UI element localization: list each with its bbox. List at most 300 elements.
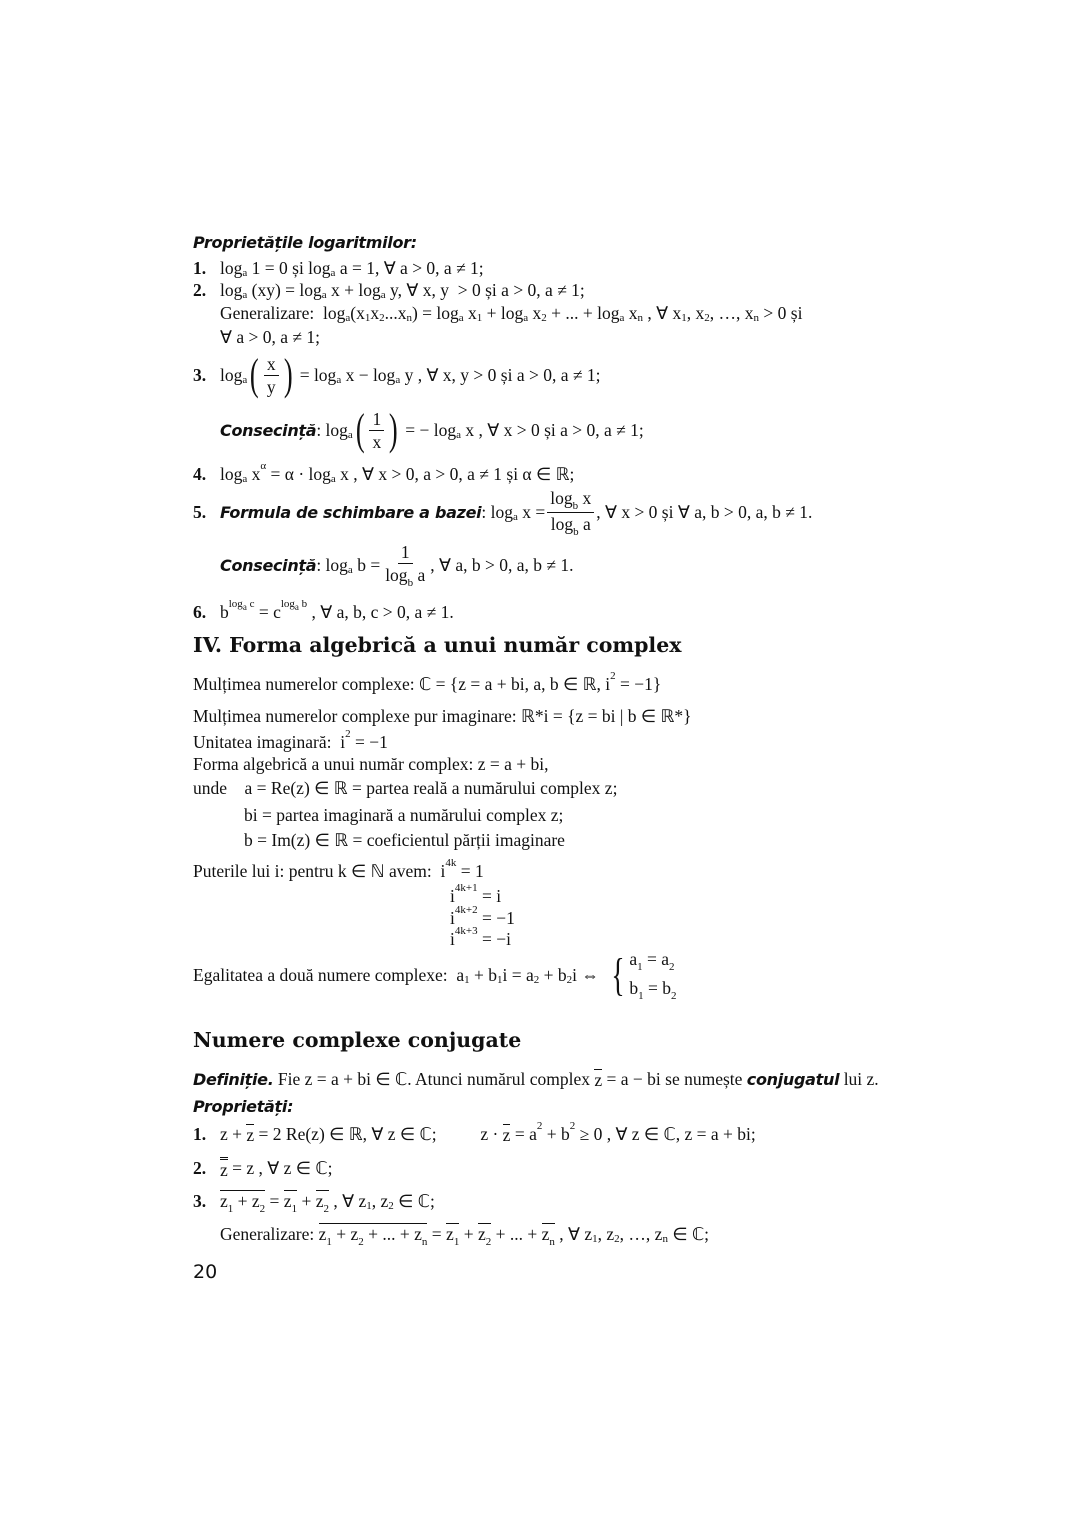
left-paren: ( [250, 350, 259, 399]
math-text: n [662, 1233, 668, 1245]
math-text: 2 [614, 1233, 620, 1245]
imaginary-coefficient [244, 827, 565, 853]
math-text: + z [331, 1223, 359, 1244]
math-text: , …, z [619, 1223, 663, 1244]
math-text: log [220, 463, 243, 484]
math-text: x [370, 302, 380, 323]
superscript [281, 598, 307, 610]
subscript [395, 374, 400, 386]
conjugate-overline [220, 1190, 265, 1213]
math-text: 4k [445, 857, 457, 869]
subscript [464, 974, 470, 986]
math-text: , ∀ z [328, 1190, 367, 1211]
system-row [629, 975, 676, 1004]
math-text: = 1 [456, 860, 484, 881]
math-text: 1 [364, 312, 371, 324]
math-text: , ∀ x > 0 și ∀ a, b > 0, a, b ≠ 1. [596, 501, 813, 522]
conjugate-overline [594, 1069, 602, 1089]
subsection-title-log-properties [193, 229, 417, 255]
emphasis-label: Consecință [220, 420, 317, 440]
parenthesized-fraction [247, 350, 295, 400]
math-text: 1 = 0 și log [247, 257, 331, 278]
superscript [570, 1120, 576, 1132]
math-text: + ... + [491, 1223, 542, 1244]
subscript [366, 1200, 372, 1212]
math-text: log [550, 487, 573, 508]
emphasis-label: Definiție. [193, 1069, 274, 1089]
math-text: + [297, 1190, 316, 1211]
equality-complex [193, 949, 677, 1002]
conjugate-property-1 [193, 1121, 756, 1147]
log-consequence-2 [220, 542, 574, 589]
math-text: α [260, 460, 267, 472]
math-text: log [280, 598, 295, 610]
right-paren: ) [389, 405, 398, 454]
system-row [629, 946, 676, 975]
subscript [326, 1236, 332, 1248]
emphasis-label: conjugatul [746, 1069, 840, 1089]
math-text: , x [686, 302, 705, 323]
conjugate-overline [284, 1190, 297, 1213]
math-text: = c [254, 601, 281, 622]
math-text: : log [316, 419, 348, 440]
item-number: 2. [193, 279, 207, 300]
math-text: Unitatea imaginară: i [193, 731, 346, 752]
math-text: b [220, 601, 229, 622]
subscript [345, 312, 350, 324]
math-text: n [421, 1235, 428, 1248]
math-text: a [345, 312, 351, 324]
math-text: 1 [291, 1202, 298, 1215]
subscript [242, 374, 247, 386]
math-text: n [637, 312, 644, 324]
math-text: a [395, 374, 401, 386]
math-text: 2 [704, 312, 710, 324]
math-text: = z , ∀ z ∈ ℂ; [227, 1157, 333, 1178]
emphasis-label: Consecință [220, 555, 317, 575]
math-text: a [294, 602, 299, 612]
math-text: 2 [379, 312, 385, 324]
math-text: + [459, 1223, 478, 1244]
math-text: ) = log [411, 302, 459, 323]
math-text: = [265, 1190, 284, 1211]
subscript [513, 511, 518, 523]
math-text: = a − bi se numește [602, 1068, 747, 1089]
math-text: lui z. [839, 1068, 879, 1089]
math-text: 1 [326, 1235, 332, 1248]
subscript [477, 312, 483, 324]
math-text: z [446, 1223, 454, 1244]
math-text: 1 [400, 542, 410, 562]
math-text: b [407, 577, 414, 589]
conjugate-overline [319, 1223, 428, 1246]
math-text: a [321, 289, 327, 301]
subscript [422, 1236, 428, 1248]
numerator [547, 488, 594, 513]
subscript [541, 312, 547, 324]
math-text: 1 [681, 312, 687, 324]
math-text: = a [642, 949, 670, 969]
subscript [408, 577, 414, 589]
math-text: = b [643, 978, 671, 998]
math-text: x [266, 353, 276, 374]
math-text: x [624, 302, 638, 323]
math-text: 2 [358, 1235, 364, 1248]
math-text: log [220, 257, 243, 278]
math-text: a [242, 289, 248, 301]
math-text: + z [233, 1190, 260, 1211]
fraction [264, 354, 279, 397]
math-text: 2 [669, 961, 675, 973]
item-number: 1. [193, 1123, 207, 1144]
superscript [610, 670, 616, 682]
section-heading-algebraic-form: IV. Forma algebrică a unui număr complex [193, 633, 682, 657]
math-text: a [458, 312, 464, 324]
conjugate-property-3 [193, 1188, 435, 1214]
superscript [345, 728, 351, 740]
subscript [638, 312, 644, 324]
subscript [243, 602, 247, 612]
item-number: 4. [193, 463, 207, 484]
math-text: a [619, 312, 625, 324]
math-text: log [220, 279, 243, 300]
fraction [382, 542, 428, 588]
left-paren: ( [355, 405, 365, 454]
subsection-title-conjugate-properties [193, 1093, 293, 1119]
math-text: > 0 și [759, 302, 803, 323]
math-text: bi = partea imaginară a numărului complex z; [244, 804, 564, 825]
math-text: x [463, 302, 477, 323]
math-text: = i [477, 885, 502, 906]
math-text: i = a [502, 964, 534, 985]
subscript [454, 1236, 460, 1248]
math-text: x [372, 431, 382, 452]
subscript [549, 1236, 555, 1248]
subscript [260, 1203, 266, 1215]
math-text: c [246, 598, 255, 610]
superscript [455, 904, 478, 916]
subscript [671, 990, 677, 1002]
math-text: 1 [372, 408, 382, 429]
math-text: a [242, 602, 247, 612]
math-text: x , ∀ x > 0, a > 0, a ≠ 1 și α ∈ ℝ; [335, 463, 575, 484]
math-text: unde a = Re(z) ∈ ℝ = partea reală a numărului complex z; [193, 777, 618, 798]
math-text: = −i [477, 928, 511, 949]
math-text: 2 [323, 1202, 329, 1215]
math-text: z [283, 1190, 292, 1211]
subscript [242, 473, 247, 485]
math-text: y , ∀ x, y > 0 și a > 0, a ≠ 1; [400, 364, 601, 385]
math-text: n [753, 312, 760, 324]
math-text: 1 [497, 974, 503, 986]
math-text: = 2 Re(z) ∈ ℝ, ∀ z ∈ ℂ; z · [254, 1123, 503, 1144]
math-text: 1 [592, 1233, 598, 1245]
math-text: x [578, 487, 592, 508]
subscript [486, 1236, 492, 1248]
subscript [592, 1233, 598, 1245]
math-text: = [427, 1223, 447, 1244]
subscript [295, 602, 299, 612]
log-generalization [220, 300, 802, 326]
conjugate-overline [503, 1124, 511, 1144]
math-text: z [541, 1223, 550, 1244]
math-text: 1 [366, 1200, 372, 1212]
item-number: 2. [193, 1157, 207, 1178]
math-text: , ∀ z [554, 1223, 593, 1244]
math-text: b [573, 525, 579, 538]
log-generalization-cont [220, 324, 320, 350]
subscript [662, 1233, 668, 1245]
subscript [456, 429, 461, 441]
math-text: Forma algebrică a unui număr complex: z = a + bi, [193, 753, 549, 774]
math-text: a [629, 949, 638, 969]
algebraic-form [193, 751, 549, 777]
denominator [369, 431, 384, 452]
math-text: Generalizare: [220, 1223, 319, 1244]
math-text: 1 [638, 990, 644, 1002]
math-text: 4k+2 [454, 904, 478, 916]
subscript [497, 974, 503, 986]
math-text: Egalitatea a două numere complexe: a [193, 964, 465, 985]
subscript [406, 312, 412, 324]
math-text: log [385, 565, 408, 585]
math-text: : log [481, 501, 513, 522]
math-text: = a [510, 1123, 537, 1144]
math-text: a [413, 565, 426, 585]
math-text: a [456, 429, 461, 441]
subscript [573, 526, 579, 538]
math-text: a [347, 429, 353, 441]
math-text: Mulțimea numerelor complexe: ℂ = {z = a + bi, a, b ∈ ℝ, i [193, 673, 611, 694]
math-text: ≥ 0 , ∀ z ∈ ℂ, z = a + bi; [575, 1123, 756, 1144]
math-text: 2 [566, 974, 573, 986]
subscript [388, 1200, 394, 1212]
fraction [369, 409, 384, 452]
math-text: + b [469, 964, 497, 985]
subscript [614, 1233, 620, 1245]
superscript [260, 460, 266, 472]
math-text: , …, x [709, 302, 754, 323]
math-text: i [450, 885, 455, 906]
superscript [455, 925, 478, 937]
math-text: log [220, 364, 243, 385]
math-text: a [347, 564, 353, 576]
math-text: 1 [476, 312, 483, 324]
math-text: , z [371, 1190, 389, 1211]
math-text: log [550, 513, 574, 534]
math-text: 4k+1 [454, 882, 478, 894]
conjugate-overline [316, 1190, 329, 1213]
numerator [369, 409, 384, 431]
math-text: = log [295, 364, 337, 385]
superscript [537, 1120, 543, 1132]
math-text: a [242, 374, 248, 386]
item-number: 1. [193, 257, 207, 278]
math-text: + log [482, 302, 524, 323]
math-text: a [330, 473, 336, 485]
conjugate-property-2 [193, 1155, 332, 1181]
math-text: ∈ ℂ; [667, 1223, 710, 1244]
math-text: x = [517, 501, 546, 522]
subscript [573, 500, 579, 512]
math-text: i ⇔ [572, 964, 604, 985]
math-text: n [549, 1235, 555, 1248]
subscript [620, 312, 625, 324]
denominator [264, 376, 279, 397]
equation-system [607, 946, 676, 1004]
math-text: z [594, 1070, 603, 1090]
page-number: 20 [193, 1261, 218, 1283]
item-number: 3. [193, 1190, 207, 1211]
subscript [534, 974, 540, 986]
math-text: y [266, 376, 276, 397]
math-text: z [318, 1223, 327, 1244]
pure-imaginary-set [193, 703, 692, 729]
imaginary-part [244, 802, 563, 828]
math-text: : log [316, 554, 348, 575]
math-text: x − log [341, 364, 396, 385]
subscript [336, 374, 341, 386]
math-text: 2 [569, 1120, 576, 1132]
right-paren: ) [283, 350, 293, 399]
math-text: a [242, 267, 248, 279]
log-property-3 [193, 350, 601, 399]
conjugate-overline [478, 1223, 491, 1246]
log-consequence-1 [220, 405, 644, 454]
conjugate-definition [193, 1066, 879, 1092]
math-text: + b [539, 964, 567, 985]
subscript [637, 961, 643, 973]
subscript [681, 312, 687, 324]
subscript [331, 473, 336, 485]
math-text: 1 [464, 974, 470, 986]
fraction [547, 488, 594, 537]
math-text: , ∀ a, b > 0, a, b ≠ 1. [430, 554, 574, 575]
math-text: x + log [326, 279, 381, 300]
math-text: ∈ ℂ; [393, 1190, 435, 1211]
math-text: 2 [388, 1200, 394, 1212]
math-text: Mulțimea numerelor complexe pur imaginare: ℝ*i = {z = bi | b ∈ ℝ*} [193, 705, 692, 726]
math-text: a [578, 513, 591, 534]
math-text: z + [220, 1123, 247, 1144]
math-text: b = Im(z) ∈ ℝ = coeficientul părții imaginare [244, 829, 565, 850]
log-property-6 [193, 599, 454, 625]
math-text: + ... + z [363, 1223, 422, 1244]
powers-of-i [193, 858, 484, 884]
section-heading-conjugate: Numere complexe conjugate [193, 1028, 522, 1052]
math-text: 2 [610, 670, 616, 682]
math-text: , z [597, 1223, 615, 1244]
math-text: 2 [345, 728, 351, 740]
numerator [264, 354, 279, 376]
math-text: x , ∀ x > 0 și a > 0, a ≠ 1; [461, 419, 644, 440]
conjugate-overline [542, 1223, 555, 1246]
math-text: 2 [541, 312, 547, 324]
math-text: ∀ a > 0, a ≠ 1; [220, 326, 320, 347]
subscript [459, 312, 464, 324]
subscript [358, 1236, 364, 1248]
conjugate-overline [246, 1124, 254, 1144]
math-text: 2 [536, 1120, 543, 1132]
conjugate-overline [446, 1223, 459, 1246]
math-text: a [523, 312, 529, 324]
subscript [348, 429, 353, 441]
log-property-4 [193, 461, 574, 487]
parenthesized-fraction [353, 405, 401, 455]
subscript [523, 312, 528, 324]
double-conjugate-overline [220, 1157, 228, 1179]
subscript [567, 974, 573, 986]
math-text: a [380, 289, 386, 301]
system-rows [629, 946, 676, 1004]
math-text: 4k+3 [454, 925, 478, 937]
math-text: = −1 [350, 731, 388, 752]
math-text: a [512, 511, 518, 523]
math-text: y, ∀ x, y > 0 și a > 0, a ≠ 1; [385, 279, 585, 300]
math-text: 2 [485, 1235, 492, 1248]
math-text: a [330, 267, 336, 279]
subscript [669, 961, 675, 973]
math-text: b [629, 978, 639, 998]
math-text: b = [352, 554, 381, 575]
math-text: a = 1, ∀ a > 0, a ≠ 1; [335, 257, 484, 278]
math-text: z [220, 1190, 228, 1211]
superscript [229, 598, 255, 610]
math-text: n [406, 312, 412, 324]
math-text: = −1} [615, 673, 662, 694]
emphasis-label: Proprietăți: [193, 1096, 294, 1116]
math-text: ...x [384, 302, 407, 323]
math-text: z [220, 1160, 228, 1180]
superscript [455, 882, 478, 894]
math-text: , ∀ x [643, 302, 682, 323]
log-property-5 [193, 487, 813, 538]
math-text: z [246, 1125, 255, 1145]
math-text: 2 [259, 1202, 266, 1215]
math-text: Generalizare: log [220, 302, 346, 323]
item-number: 5. [193, 501, 207, 522]
superscript [445, 857, 456, 869]
math-text: 2 [670, 990, 677, 1002]
math-text: i [450, 928, 455, 949]
math-text: = α · log [266, 463, 331, 484]
math-text: a [242, 473, 248, 485]
complex-set-definition [193, 671, 661, 697]
math-text: z [502, 1125, 511, 1145]
emphasis-label: Proprietățile logaritmilor: [193, 232, 417, 252]
math-text: + ... + log [546, 302, 620, 323]
math-text: b [572, 499, 579, 512]
subscript [292, 1203, 298, 1215]
math-text: z [315, 1190, 324, 1211]
subscript [379, 312, 385, 324]
real-part [193, 775, 617, 801]
math-text: Fie z = a + bi ∈ ℂ. Atunci numărul complex [273, 1068, 595, 1089]
subscript [704, 312, 710, 324]
math-text: = − log [400, 419, 457, 440]
math-text: (x [350, 302, 365, 323]
power-4k3 [450, 926, 511, 952]
subscript [365, 312, 371, 324]
math-text: + b [542, 1123, 570, 1144]
denominator [548, 513, 594, 537]
math-text: (xy) = log [247, 279, 322, 300]
math-text: x [247, 463, 261, 484]
subscript [348, 564, 353, 576]
math-text: 1 [637, 961, 643, 973]
item-number: 6. [193, 601, 207, 622]
subscript [638, 990, 644, 1002]
